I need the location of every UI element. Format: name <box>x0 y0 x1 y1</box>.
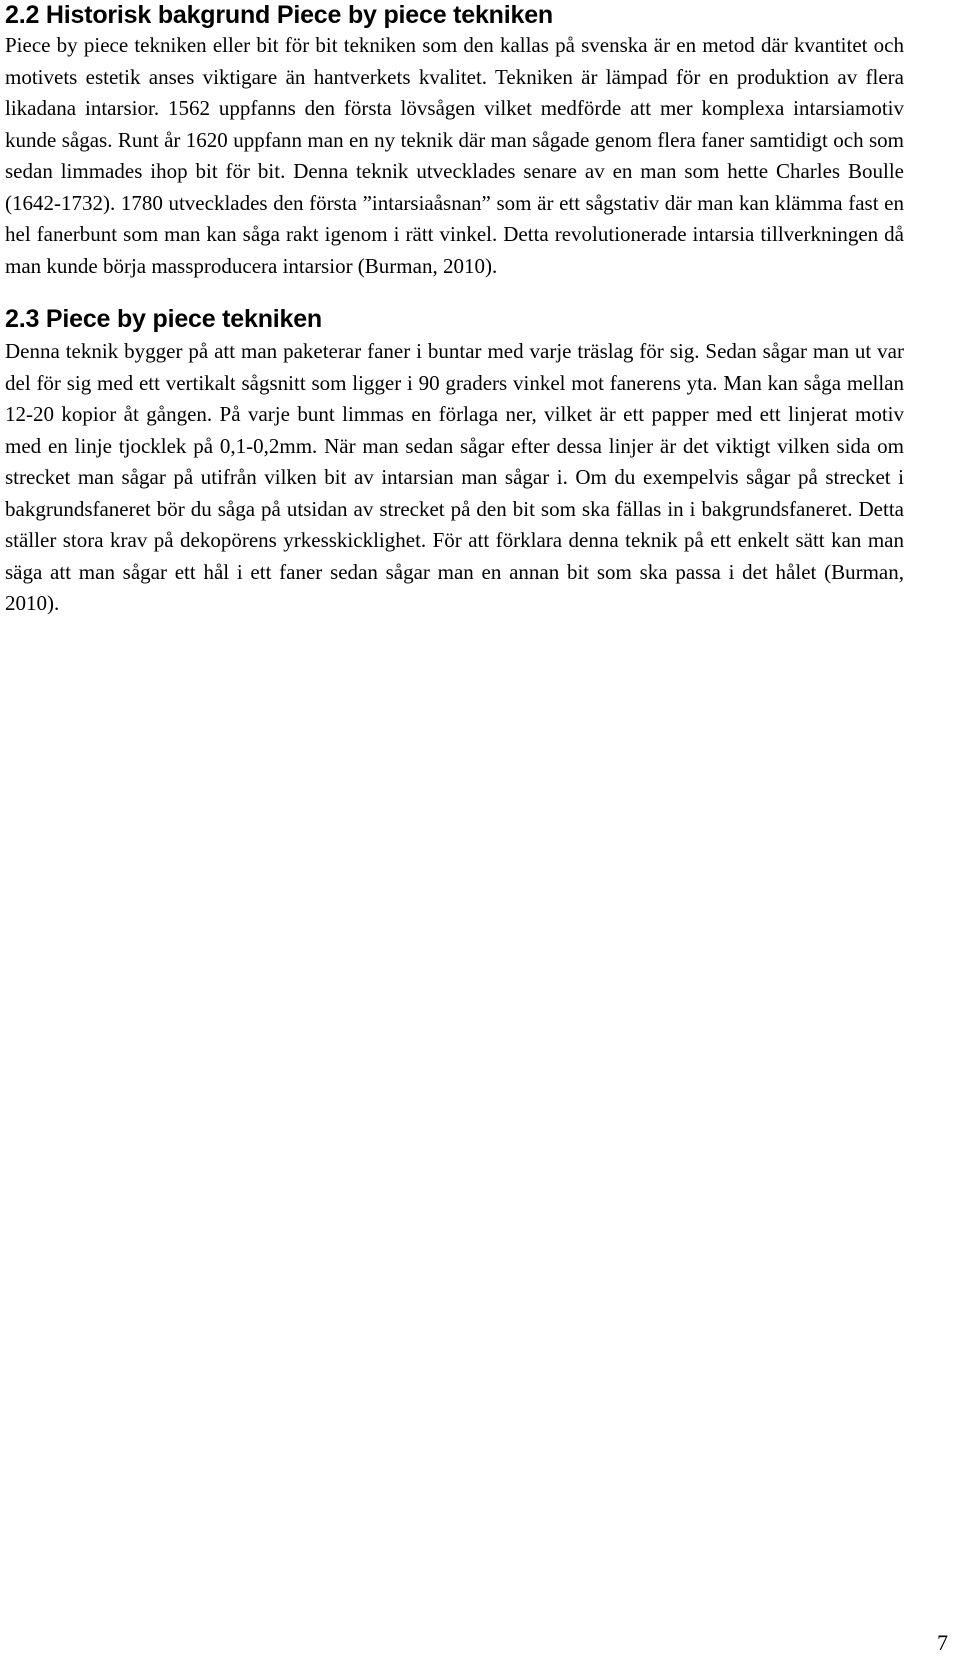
section-body-historisk-bakgrund: Piece by piece tekniken eller bit för bit tekniken som den kallas på svenska är en metod där kvantitet och motivets estetik anses viktigare än hantverkets kvalitet. Tekniken är lämpad för en produktion av flera likadana intarsior. 1562 uppfanns den första lövsågen vilket medförde att mer komplexa intarsiamotiv kunde sågas. Runt år 1620 uppfann man en ny teknik där man sågade genom flera faner samtidigt och som sedan limmades ihop bit för bit. Denna teknik utvecklades senare av en man som hette Charles Boulle (1642-1732). 1780 utvecklades den första ”intarsiaåsnan” som är ett sågstativ där man kan klämma fast en hel fanerbunt som man kan såga rakt igenom i rätt vinkel. Detta revolutionerade intarsia tillverkningen då man kunde börja massproducera intarsior (Burman, 2010). <box>5 33 904 278</box>
section-heading-piece-by-piece: 2.3 Piece by piece tekniken <box>5 305 322 333</box>
section-body-piece-by-piece: Denna teknik bygger på att man paketerar faner i buntar med varje träslag för sig. Sedan sågar man ut var del för sig med ett vertikalt sågsnitt som ligger i 90 graders vinkel mot fanerens yta. Man kan såga mellan 12-20 kopior åt gången. På varje bunt limmas en förlaga ner, vilket är ett papper med ett linjerat motiv med en linje tjocklek på 0,1-0,2mm. När man sedan sågar efter dessa linjer är det viktigt vilken sida om strecket man sågar på utifrån vilken bit av intarsian man sågar i. Om du exempelvis sågar på strecket i bakgrundsfaneret bör du såga på utsidan av strecket på den bit som ska fällas in i bakgrundsfaneret. Detta ställer stora krav på dekopörens yrkesskicklighet. För att förklara denna teknik på ett enkelt sätt kan man säga att man sågar ett hål i ett faner sedan sågar man en annan bit som ska passa i det hålet (Burman, 2010). <box>5 339 904 615</box>
page-number: 7 <box>937 1630 948 1655</box>
section-heading-historisk-bakgrund: 2.2 Historisk bakgrund Piece by piece tekniken <box>5 1 553 29</box>
